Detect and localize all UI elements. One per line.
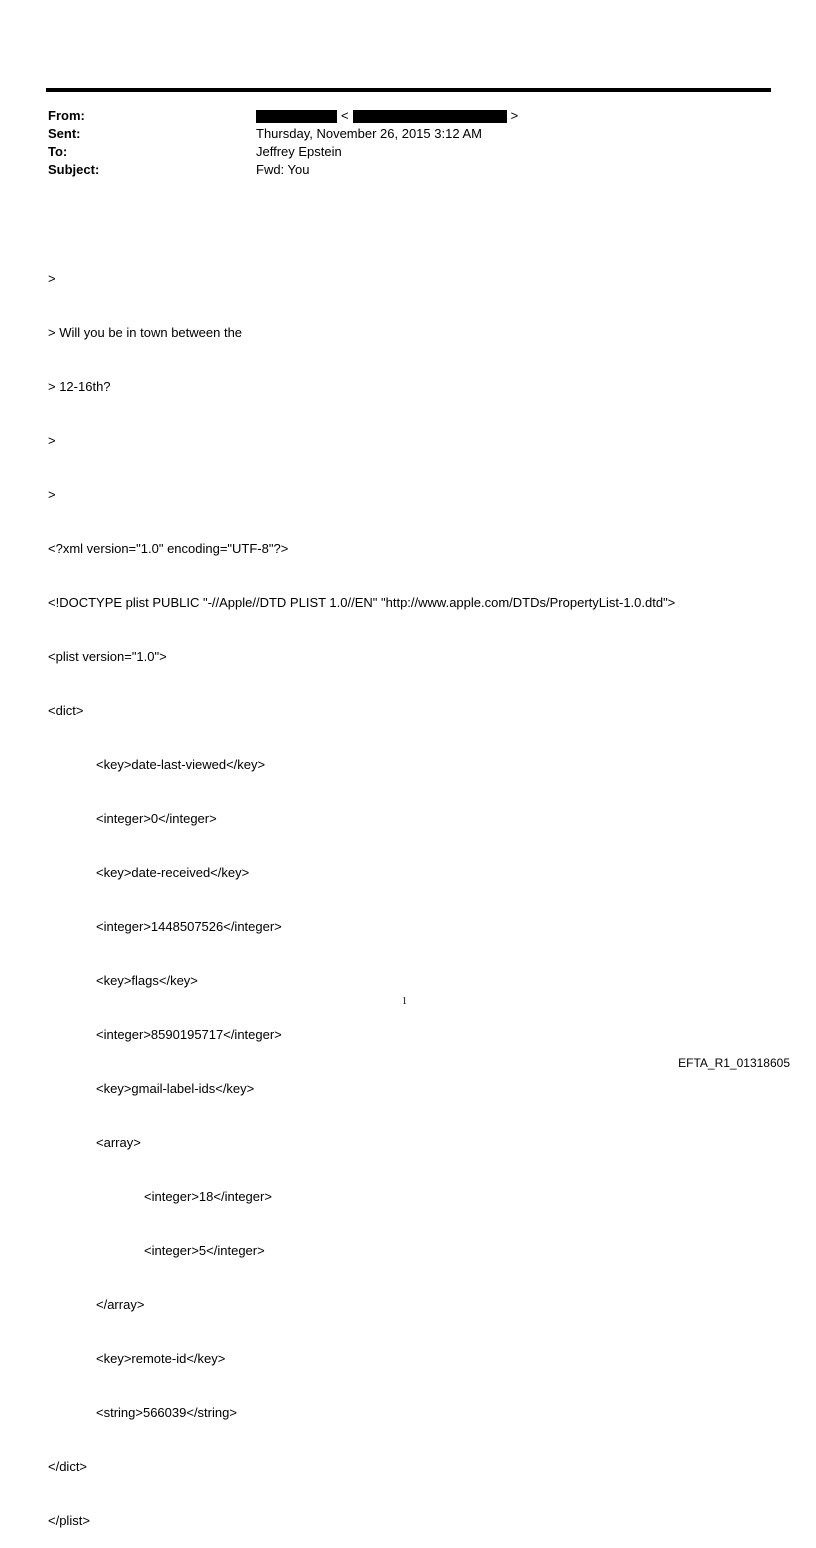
body-line: <?xml version="1.0" encoding="UTF-8"?> bbox=[48, 541, 289, 556]
body-line: <key>remote-id</key> bbox=[96, 1351, 226, 1366]
body-line: <key>flags</key> bbox=[96, 973, 198, 988]
body-line: <integer>0</integer> bbox=[96, 811, 217, 826]
body-line: </dict> bbox=[48, 1459, 88, 1474]
header-rule bbox=[46, 88, 771, 92]
body-line: <integer>8590195717</integer> bbox=[96, 1027, 282, 1042]
email-body bbox=[48, 234, 675, 1548]
from-open-bracket: < bbox=[341, 108, 349, 123]
body-line: </array> bbox=[96, 1297, 145, 1312]
body-line: > bbox=[48, 271, 56, 286]
body-line: > 12-16th? bbox=[48, 379, 111, 394]
from-close-bracket: > bbox=[510, 108, 519, 123]
body-line: <key>date-received</key> bbox=[96, 865, 250, 880]
body-line: > bbox=[48, 487, 56, 502]
redacted-sender-email bbox=[353, 110, 507, 123]
body-line: <plist version="1.0"> bbox=[48, 649, 167, 664]
subject-value: Fwd: You bbox=[256, 162, 310, 177]
body-line: <dict> bbox=[48, 703, 84, 718]
email-header bbox=[48, 107, 522, 179]
page-number: 1 bbox=[402, 996, 407, 1007]
body-line: <string>566039</string> bbox=[96, 1405, 237, 1420]
body-line: <array> bbox=[96, 1135, 141, 1150]
body-line: <!DOCTYPE plist PUBLIC "-//Apple//DTD PLIST 1.0//EN" "http://www.apple.com/DTDs/PropertyList-1.0.dtd"> bbox=[48, 595, 676, 610]
sent-row bbox=[48, 125, 522, 143]
subject-row bbox=[48, 161, 522, 179]
body-line: </plist> bbox=[48, 1513, 90, 1528]
sent-label: Sent: bbox=[48, 126, 81, 141]
from-label: From: bbox=[48, 108, 85, 123]
from-value bbox=[256, 107, 522, 125]
body-line: <integer>1448507526</integer> bbox=[96, 919, 282, 934]
sent-value: Thursday, November 26, 2015 3:12 AM bbox=[256, 126, 482, 141]
to-label: To: bbox=[48, 144, 68, 159]
from-row bbox=[48, 107, 522, 125]
subject-label: Subject: bbox=[48, 162, 100, 177]
to-value: Jeffrey Epstein bbox=[256, 144, 342, 159]
body-line: <integer>5</integer> bbox=[144, 1243, 265, 1258]
redacted-sender-name bbox=[256, 110, 337, 123]
body-line: <integer>18</integer> bbox=[144, 1189, 272, 1204]
body-line: > Will you be in town between the bbox=[48, 325, 243, 340]
body-line: <key>date-last-viewed</key> bbox=[96, 757, 266, 772]
body-line: > bbox=[48, 433, 56, 448]
to-row bbox=[48, 143, 522, 161]
bates-number: EFTA_R1_01318605 bbox=[678, 1056, 790, 1070]
body-line: <key>gmail-label-ids</key> bbox=[96, 1081, 255, 1096]
